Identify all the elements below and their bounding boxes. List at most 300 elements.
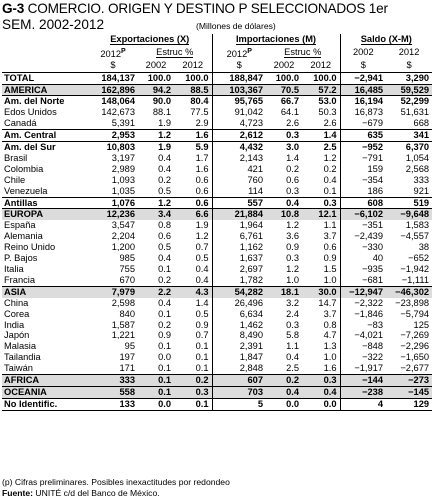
cell-x2012: 197 <box>119 352 135 363</box>
x-estruc-2012: 2012 <box>182 60 204 71</box>
cell-s02: −6,102 <box>340 209 386 220</box>
m-estruc-header: Estruc % <box>284 47 322 58</box>
cell-x2012: 755 <box>119 264 135 274</box>
table-row <box>2 320 432 331</box>
cell-m2012: 103,367 <box>212 84 266 96</box>
cell-s12: −2,296 <box>400 341 430 352</box>
row-label: OCEANIA <box>2 386 88 398</box>
cell-xe12: 1.6 <box>174 130 212 142</box>
cell-x2012: 95 <box>124 341 135 352</box>
cell-xe02: 0.1 <box>158 308 171 319</box>
cell-me12: 1.5 <box>323 264 337 274</box>
cell-s02: −83 <box>340 320 386 331</box>
cell-m2012: 2,391 <box>212 341 266 352</box>
cell-me12: 53.0 <box>302 96 340 107</box>
cell-s12: 129 <box>386 398 432 410</box>
table-row <box>2 175 432 186</box>
cell-x2012: 12,236 <box>88 209 138 220</box>
cell-s02: 159 <box>340 164 386 175</box>
cell-m2012: 1,964 <box>212 220 266 231</box>
cell-xe02: 0.4 <box>158 152 171 163</box>
cell-me12: 0.3 <box>302 375 340 387</box>
trade-table <box>2 34 432 411</box>
cell-s02: 16,873 <box>340 107 386 118</box>
row-label: Chile <box>4 174 26 185</box>
cell-x2012: 184,137 <box>88 72 138 84</box>
cell-xe02: 2.2 <box>138 286 174 297</box>
table-row <box>2 231 432 242</box>
cell-x2012: 1,093 <box>111 174 135 185</box>
cell-me12: 0.0 <box>302 398 340 410</box>
cell-x2012: 1,221 <box>111 330 135 341</box>
cell-me02: 64.1 <box>280 107 299 118</box>
cell-x2012: 10,803 <box>88 142 138 153</box>
cell-me02: 0.6 <box>286 174 299 185</box>
cell-me02: 1.4 <box>286 152 299 163</box>
row-label: Antillas <box>2 197 88 209</box>
cell-xe02: 0.2 <box>158 274 171 285</box>
row-label: Canadá <box>4 118 37 129</box>
cell-me12: 0.2 <box>323 163 337 174</box>
cell-xe12: 0.6 <box>195 174 209 185</box>
cell-xe02: 0.5 <box>158 242 171 253</box>
table-row <box>2 253 432 264</box>
row-label: Corea <box>4 308 30 319</box>
cell-me02: 0.0 <box>266 398 302 410</box>
cell-me02: 3.0 <box>266 142 302 153</box>
row-label: AMERICA <box>2 84 88 96</box>
cell-xe12: 0.6 <box>195 185 209 196</box>
cell-me02: 1.0 <box>286 274 299 285</box>
row-label: Alemania <box>4 231 43 242</box>
row-label: Malasia <box>4 341 37 352</box>
cell-xe12: 0.1 <box>195 363 209 374</box>
cell-xe02: 0.5 <box>158 185 171 196</box>
m-dollar-unit: $ <box>212 60 266 72</box>
cell-xe12: 0.7 <box>195 242 209 253</box>
cell-s12: 1,054 <box>405 152 430 163</box>
row-label: No Identific. <box>2 398 88 410</box>
cell-xe12: 1.9 <box>195 220 209 231</box>
cell-xe12: 5.9 <box>174 142 212 153</box>
cell-x2012: 5,391 <box>111 118 135 129</box>
cell-xe12: 0.5 <box>195 308 209 319</box>
cell-m2012: 4,432 <box>212 142 266 153</box>
header-row-units <box>2 60 432 72</box>
cell-xe12: 0.4 <box>195 264 209 274</box>
cell-me12: 57.2 <box>302 84 340 96</box>
table-row <box>2 164 432 175</box>
cell-m2012: 114 <box>212 186 266 197</box>
cell-xe12: 0.1 <box>174 398 212 410</box>
row-label: España <box>4 220 36 231</box>
cell-s12: −2,677 <box>400 363 430 374</box>
cell-me02: 0.3 <box>286 253 299 264</box>
cell-xe12: 1.4 <box>195 297 209 308</box>
cell-s02: −952 <box>340 142 386 153</box>
cell-s12: 38 <box>418 242 430 253</box>
cell-m2012: 703 <box>212 386 266 398</box>
cell-me02: 0.3 <box>266 130 302 142</box>
x-dollar-unit: $ <box>110 60 116 71</box>
cell-s02: −351 <box>340 220 386 231</box>
cell-s02: 608 <box>340 197 386 209</box>
cell-me12: 1.6 <box>323 363 337 374</box>
x-estruc-header: Estruc % <box>156 47 194 58</box>
cell-s02: −848 <box>340 341 386 352</box>
cell-me02: 1.1 <box>286 341 299 352</box>
row-label: Am. del Norte <box>2 96 88 107</box>
cell-xe02: 0.1 <box>158 341 171 352</box>
title-line-2: SEM. 2002-2012 <box>2 17 105 32</box>
cell-m2012: 4,723 <box>212 118 266 129</box>
cell-xe12: 0.4 <box>195 274 209 285</box>
cell-me02: 1.2 <box>286 264 299 274</box>
table-row <box>2 363 432 374</box>
table-row <box>2 352 432 363</box>
cell-me12: 1.1 <box>323 220 337 231</box>
cell-me12: 2.6 <box>323 118 337 129</box>
cell-me02: 0.2 <box>286 163 299 174</box>
cell-s12: −46,302 <box>386 286 432 297</box>
cell-s12: 52,299 <box>386 96 432 107</box>
cell-me02: 100.0 <box>266 72 302 84</box>
table-row <box>2 286 432 297</box>
cell-me12: 1.2 <box>323 152 337 163</box>
cell-s12: −145 <box>386 386 432 398</box>
footnotes <box>2 477 230 499</box>
cell-x2012: 1,035 <box>111 185 135 196</box>
cell-me12: 0.3 <box>302 197 340 209</box>
cell-me12: 0.6 <box>323 242 337 253</box>
row-label: EUROPA <box>2 209 88 220</box>
cell-m2012: 2,143 <box>212 153 266 164</box>
cell-me12: 1.3 <box>323 341 337 352</box>
cell-s12: −1,942 <box>400 264 430 274</box>
cell-me12: 1.0 <box>323 352 337 363</box>
cell-x2012: 3,547 <box>111 220 135 231</box>
cell-s02: −935 <box>340 264 386 275</box>
cell-xe12: 0.1 <box>195 352 209 363</box>
source-text: UNITÉ c/d del Banco de México. <box>35 488 160 498</box>
prelim-note: (p) Cifras preliminares. Posibles inexactitudes por redondeo <box>2 477 230 487</box>
cell-s12: −1,650 <box>400 352 430 363</box>
row-label: AFRICA <box>2 375 88 387</box>
cell-m2012: 2,697 <box>212 264 266 275</box>
cell-me12: 12.1 <box>302 209 340 220</box>
cell-xe12: 88.5 <box>174 84 212 96</box>
cell-xe12: 0.3 <box>174 386 212 398</box>
cell-x2012: 142,673 <box>101 107 135 118</box>
cell-s02: −238 <box>340 386 386 398</box>
s-dollar-2002: $ <box>340 60 386 72</box>
cell-s02: 40 <box>340 253 386 264</box>
row-label: Taiwán <box>4 363 33 374</box>
cell-me12: 0.1 <box>323 185 337 196</box>
cell-me12: 3.7 <box>323 308 337 319</box>
cell-s12: −273 <box>386 375 432 387</box>
row-label: Reino Unido <box>4 242 56 253</box>
cell-x2012: 3,197 <box>111 152 135 163</box>
cell-s02: −330 <box>340 242 386 253</box>
m-estruc-2002: 2002 <box>273 60 295 71</box>
cell-s12: 3,290 <box>386 72 432 84</box>
cell-s02: −12,947 <box>340 286 386 297</box>
cell-x2012: 670 <box>119 274 135 285</box>
cell-xe02: 88.1 <box>152 107 171 118</box>
table-row <box>2 275 432 286</box>
table-code: G-3 <box>2 1 25 16</box>
cell-s12: 341 <box>386 130 432 142</box>
cell-xe02: 0.2 <box>158 319 171 330</box>
row-label: P. Bajos <box>4 253 38 264</box>
source-label: Fuente: <box>2 488 34 498</box>
row-label: Am. Central <box>2 130 88 142</box>
cell-m2012: 2,612 <box>212 130 266 142</box>
cell-xe12: 0.6 <box>174 197 212 209</box>
table-row <box>2 386 432 398</box>
cell-x2012: 7,979 <box>88 286 138 297</box>
cell-s12: 333 <box>413 174 430 185</box>
cell-m2012: 21,884 <box>212 209 266 220</box>
cell-m2012: 1,847 <box>212 352 266 363</box>
cell-m2012: 557 <box>212 197 266 209</box>
table-row <box>2 153 432 164</box>
cell-xe02: 0.4 <box>158 253 171 264</box>
cell-xe02: 0.2 <box>158 174 171 185</box>
cell-xe02: 3.4 <box>138 209 174 220</box>
cell-xe02: 1.9 <box>158 118 171 129</box>
cell-m2012: 421 <box>212 164 266 175</box>
table-row <box>2 142 432 153</box>
table-row <box>2 375 432 387</box>
cell-m2012: 2,848 <box>212 363 266 374</box>
cell-s02: 186 <box>340 186 386 197</box>
row-label: India <box>4 319 25 330</box>
cell-me12: 2.5 <box>302 142 340 153</box>
cell-me02: 5.8 <box>286 330 299 341</box>
row-label: Tailandia <box>4 352 41 363</box>
cell-me02: 0.3 <box>286 185 299 196</box>
cell-xe02: 1.2 <box>138 130 174 142</box>
cell-s02: 16,194 <box>340 96 386 107</box>
cell-x2012: 1,200 <box>111 242 135 253</box>
table-row <box>2 220 432 231</box>
header-row-groups <box>2 34 432 46</box>
cell-xe12: 77.5 <box>190 107 209 118</box>
cell-m2012: 1,782 <box>212 275 266 286</box>
cell-s12: 51,631 <box>400 107 430 118</box>
cell-me02: 66.7 <box>266 96 302 107</box>
exports-header: Exportaciones (X) <box>110 34 190 44</box>
table-row <box>2 309 432 320</box>
cell-me02: 3.6 <box>286 231 299 242</box>
cell-me02: 0.3 <box>286 319 299 330</box>
cell-me02: 2.5 <box>286 363 299 374</box>
cell-x2012: 133 <box>88 398 138 410</box>
cell-xe12: 100.0 <box>174 72 212 84</box>
cell-s12: 1,583 <box>405 220 430 231</box>
cell-s12: 519 <box>386 197 432 209</box>
cell-xe02: 94.2 <box>138 84 174 96</box>
table-row <box>2 72 432 84</box>
cell-me12: 4.7 <box>323 330 337 341</box>
row-label: TOTAL <box>2 72 88 84</box>
row-label: Am. del Sur <box>2 142 88 153</box>
m-estruc-2012: 2012 <box>310 60 332 71</box>
row-label: Colombia <box>4 163 44 174</box>
cell-s02: −354 <box>340 175 386 186</box>
s-dollar-2012: $ <box>406 60 412 71</box>
cell-me12: 100.0 <box>302 72 340 84</box>
cell-s02: −679 <box>340 118 386 129</box>
cell-me02: 2.6 <box>286 118 299 129</box>
cell-s12: −23,898 <box>395 297 430 308</box>
cell-s12: −1,111 <box>401 274 430 285</box>
cell-xe02: 0.4 <box>158 163 171 174</box>
table-row <box>2 118 432 129</box>
cell-s02: −1,917 <box>340 363 386 374</box>
cell-s12: 125 <box>413 319 430 330</box>
cell-xe12: 0.7 <box>195 330 209 341</box>
cell-m2012: 1,162 <box>212 242 266 253</box>
cell-xe02: 1.2 <box>138 197 174 209</box>
cell-x2012: 162,896 <box>88 84 138 96</box>
cell-xe12: 1.6 <box>195 163 209 174</box>
m-p-mark: P <box>247 47 252 55</box>
cell-xe12: 0.5 <box>195 253 209 264</box>
document-title <box>2 1 432 17</box>
cell-m2012: 188,847 <box>212 72 266 84</box>
cell-xe12: 0.2 <box>174 375 212 387</box>
cell-s02: −2,941 <box>340 72 386 84</box>
cell-m2012: 1,462 <box>212 320 266 331</box>
cell-x2012: 2,953 <box>88 130 138 142</box>
cell-me02: 0.4 <box>266 386 302 398</box>
cell-me12: 3.7 <box>323 231 337 242</box>
table-row <box>2 107 432 118</box>
cell-s02: −4,021 <box>340 330 386 341</box>
cell-m2012: 5 <box>212 398 266 410</box>
cell-s02: −791 <box>340 153 386 164</box>
row-label: China <box>4 297 29 308</box>
cell-s12: −5,794 <box>400 308 430 319</box>
cell-s02: 635 <box>340 130 386 142</box>
cell-s02: −2,439 <box>340 231 386 242</box>
cell-me02: 2.4 <box>286 308 299 319</box>
cell-xe02: 0.1 <box>138 386 174 398</box>
cell-me12: 14.7 <box>318 297 337 308</box>
row-label: Francia <box>4 274 36 285</box>
cell-s02: −144 <box>340 375 386 387</box>
cell-m2012: 26,496 <box>212 298 266 309</box>
cell-x2012: 333 <box>88 375 138 387</box>
cell-s12: 2,568 <box>405 163 430 174</box>
table-row <box>2 298 432 309</box>
cell-xe02: 90.0 <box>138 96 174 107</box>
table-row <box>2 264 432 275</box>
table-row <box>2 209 432 220</box>
cell-s02: −1,846 <box>340 309 386 320</box>
cell-me12: 30.0 <box>302 286 340 297</box>
cell-s12: 921 <box>413 185 430 196</box>
table-row <box>2 96 432 107</box>
cell-s12: −7,269 <box>400 330 430 341</box>
table-row <box>2 186 432 197</box>
row-label: Italia <box>4 264 24 274</box>
cell-me02: 1.2 <box>286 220 299 231</box>
header-row-years <box>2 46 432 61</box>
cell-xe12: 1.2 <box>195 231 209 242</box>
cell-s12: −652 <box>408 253 430 264</box>
cell-xe12: 2.9 <box>195 118 209 129</box>
cell-s12: −9,648 <box>386 209 432 220</box>
table-row <box>2 242 432 253</box>
cell-xe02: 0.1 <box>158 264 171 274</box>
cell-xe02: 0.1 <box>158 363 171 374</box>
cell-s12: 6,370 <box>386 142 432 153</box>
cell-me02: 10.8 <box>266 209 302 220</box>
cell-m2012: 95,765 <box>212 96 266 107</box>
row-label: Edos Unidos <box>4 107 57 118</box>
table-row <box>2 130 432 142</box>
cell-me12: 50.3 <box>318 107 337 118</box>
cell-xe02: 0.1 <box>138 375 174 387</box>
s-year-2002: 2002 <box>340 46 386 61</box>
row-label: Brasil <box>4 152 28 163</box>
cell-s02: −681 <box>340 275 386 286</box>
cell-s12: 668 <box>413 118 430 129</box>
cell-x2012: 148,064 <box>88 96 138 107</box>
cell-me02: 0.9 <box>286 242 299 253</box>
cell-x2012: 2,598 <box>111 297 135 308</box>
cell-s12: 59,529 <box>386 84 432 96</box>
cell-xe02: 0.4 <box>158 297 171 308</box>
cell-s02: 4 <box>340 398 386 410</box>
table-row <box>2 398 432 410</box>
cell-me02: 18.1 <box>266 286 302 297</box>
cell-x2012: 1,076 <box>88 197 138 209</box>
units-note: (Millones de dólares) <box>196 21 276 31</box>
x-year-2012p: 2012 <box>100 48 121 59</box>
table-row <box>2 341 432 352</box>
cell-s02: −2,322 <box>340 298 386 309</box>
cell-s02: −322 <box>340 352 386 363</box>
cell-x2012: 171 <box>119 363 135 374</box>
cell-x2012: 2,204 <box>111 231 135 242</box>
cell-xe12: 1.7 <box>195 152 209 163</box>
cell-m2012: 607 <box>212 375 266 387</box>
cell-me02: 70.5 <box>266 84 302 96</box>
balance-header: Saldo (X-M) <box>360 34 412 44</box>
cell-xe02: 0.9 <box>158 330 171 341</box>
row-label: Japón <box>4 330 30 341</box>
cell-me12: 1.4 <box>302 130 340 142</box>
cell-me02: 0.4 <box>286 352 299 363</box>
row-label: ASIA <box>2 286 88 297</box>
table-row <box>2 84 432 96</box>
cell-m2012: 8,490 <box>212 330 266 341</box>
cell-me12: 0.9 <box>323 253 337 264</box>
cell-me12: 0.4 <box>302 386 340 398</box>
cell-xe12: 6.6 <box>174 209 212 220</box>
cell-xe12: 80.4 <box>174 96 212 107</box>
m-year-2012p: 2012 <box>226 48 248 59</box>
row-label: Venezuela <box>4 185 48 196</box>
table-row <box>2 330 432 341</box>
cell-me02: 0.4 <box>266 197 302 209</box>
x-p-mark: P <box>121 47 126 55</box>
